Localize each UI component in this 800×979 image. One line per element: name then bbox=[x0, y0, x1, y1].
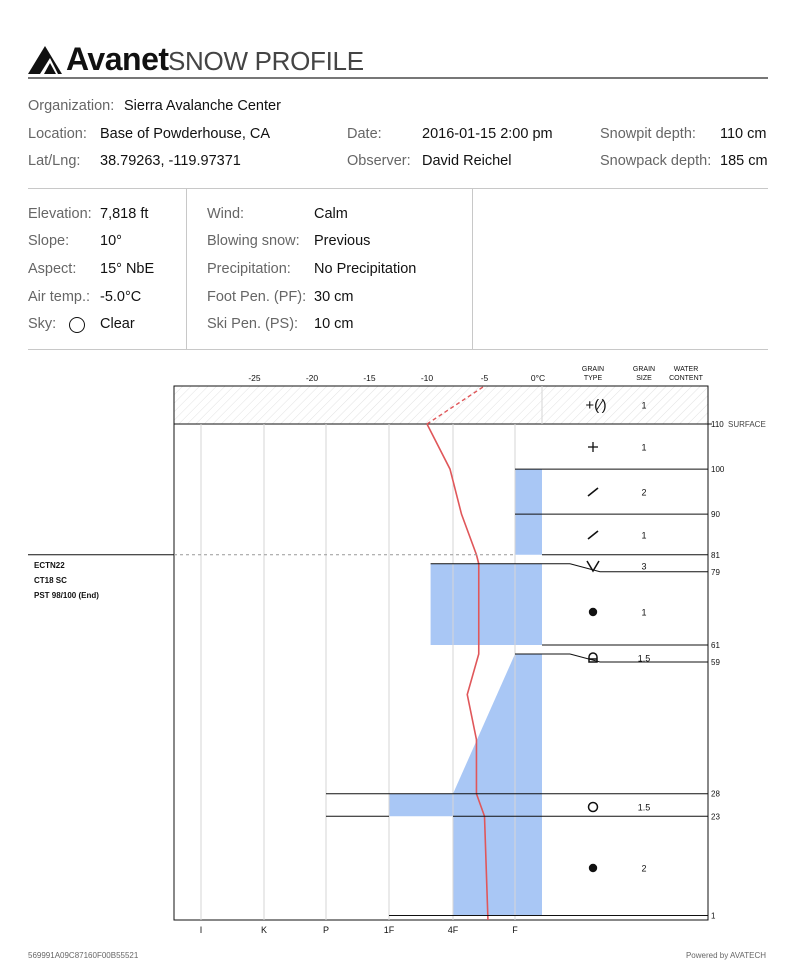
rounded-grain-icon bbox=[589, 864, 597, 872]
blowing-snow-value: Previous bbox=[314, 233, 371, 249]
foot-pen-label: Foot Pen. (PF): bbox=[207, 289, 307, 305]
brand-name: Avanet bbox=[66, 41, 169, 77]
rounded-grain-icon bbox=[589, 608, 597, 616]
air-temp-value: -5.0°C bbox=[100, 289, 142, 305]
organization-value: Sierra Avalanche Center bbox=[124, 98, 281, 114]
snowpit-depth-label: Snowpit depth: bbox=[600, 126, 696, 142]
air-region bbox=[174, 386, 708, 424]
chart-background bbox=[174, 386, 712, 920]
grain-columns bbox=[585, 397, 650, 874]
temperature-tick-label: -10 bbox=[420, 373, 434, 383]
grain-size-value: 1 bbox=[641, 530, 647, 541]
height-label: 81 bbox=[711, 550, 720, 560]
temperature-tick-label: 0°C bbox=[530, 373, 546, 383]
melt-form-icon bbox=[589, 803, 598, 812]
hardness-bar bbox=[515, 514, 542, 555]
date-label: Date: bbox=[347, 126, 382, 142]
ski-pen-label: Ski Pen. (PS): bbox=[207, 316, 299, 332]
air-grain-type: +(⁄) bbox=[585, 397, 607, 414]
grain-type-header: TYPE bbox=[583, 375, 603, 382]
slope-label: Slope: bbox=[28, 233, 70, 249]
temperature-tick-label: -25 bbox=[248, 373, 261, 383]
hardness-bar bbox=[431, 564, 542, 645]
hardness-bar bbox=[389, 794, 542, 817]
latlng-label: Lat/Lng: bbox=[28, 153, 81, 169]
grain-size-value: 1.5 bbox=[637, 802, 651, 813]
temperature-tick-label: -5 bbox=[480, 373, 489, 383]
precipitation-value: No Precipitation bbox=[314, 261, 417, 277]
grain-size-value: 1.5 bbox=[637, 653, 651, 664]
decomposing-particle-icon bbox=[588, 488, 598, 496]
elevation-value: 7,818 ft bbox=[100, 206, 149, 222]
hardness-tick-label: I bbox=[199, 925, 203, 935]
snowpack-depth-value: 185 cm bbox=[720, 153, 768, 169]
precipitation-label: Precipitation: bbox=[207, 261, 291, 277]
surface-label: SURFACE bbox=[728, 420, 766, 429]
grain-size-value: 3 bbox=[641, 561, 647, 572]
height-label: 1 bbox=[711, 911, 716, 921]
location-value: Base of Powderhouse, CA bbox=[100, 126, 271, 142]
observer-label: Observer: bbox=[347, 153, 411, 169]
grain-size-value: 1 bbox=[641, 607, 647, 618]
grain-type-header: GRAIN bbox=[581, 366, 605, 373]
hardness-bar bbox=[453, 654, 542, 794]
sky-label: Sky: bbox=[28, 316, 57, 332]
hardness-layers bbox=[389, 424, 542, 915]
temperature-tick-label: -20 bbox=[305, 373, 319, 383]
wind-value: Calm bbox=[314, 206, 348, 222]
hardness-bar bbox=[515, 469, 542, 514]
hardness-tick-label: 1F bbox=[383, 925, 395, 935]
grain-size-value: 1 bbox=[641, 442, 647, 453]
height-label: 110 bbox=[711, 420, 724, 429]
powered-by: Powered by AVATECH bbox=[685, 951, 766, 960]
hardness-bar bbox=[453, 816, 542, 915]
height-label: 100 bbox=[711, 465, 725, 475]
temperature-tick-label: -15 bbox=[363, 373, 376, 383]
water-content-header: CONTENT bbox=[669, 375, 703, 382]
height-label: 59 bbox=[711, 657, 720, 667]
aspect-label: Aspect: bbox=[28, 261, 77, 277]
hardness-tick-label: F bbox=[512, 925, 518, 935]
hardness-tick-label: K bbox=[260, 925, 268, 935]
wind-label: Wind: bbox=[207, 206, 245, 222]
blowing-snow-label: Blowing snow: bbox=[207, 233, 300, 249]
snowpack-depth-label: Snowpack depth: bbox=[600, 153, 712, 169]
test-result: CT18 SC bbox=[34, 575, 67, 585]
height-label: 61 bbox=[711, 640, 720, 650]
sky-value: Clear bbox=[100, 316, 135, 332]
ski-pen-value: 10 cm bbox=[314, 316, 354, 332]
observer-value: David Reichel bbox=[422, 153, 512, 169]
test-result: ECTN22 bbox=[34, 560, 65, 570]
hardness-tick-label: P bbox=[322, 925, 330, 935]
height-label: 79 bbox=[711, 567, 720, 577]
location-label: Location: bbox=[28, 126, 87, 142]
water-content-header: WATER bbox=[673, 366, 699, 373]
height-label: 23 bbox=[711, 812, 720, 822]
foot-pen-value: 30 cm bbox=[314, 289, 354, 305]
slope-value: 10° bbox=[100, 233, 122, 249]
decomposing-particle-icon bbox=[588, 531, 598, 539]
organization-label: Organization: bbox=[28, 98, 115, 114]
height-label: 28 bbox=[711, 789, 720, 799]
grain-size-header: SIZE bbox=[636, 375, 652, 382]
brand-subtitle: SNOW PROFILE bbox=[168, 46, 364, 76]
latlng-value: 38.79263, -119.97371 bbox=[100, 153, 241, 169]
profile-id: 569991A09C87160F00B55521 bbox=[28, 951, 139, 960]
grain-size-value: 2 bbox=[641, 863, 647, 874]
aspect-value: 15° NbE bbox=[100, 261, 155, 277]
test-result: PST 98/100 (End) bbox=[34, 590, 99, 600]
grain-size-value: 2 bbox=[641, 487, 647, 498]
air-grain-size: 1 bbox=[641, 400, 647, 411]
hardness-tick-label: 4F bbox=[447, 925, 459, 935]
date-value: 2016-01-15 2:00 pm bbox=[422, 126, 553, 142]
elevation-label: Elevation: bbox=[28, 206, 92, 222]
chart-frame bbox=[174, 386, 708, 920]
grain-size-header: GRAIN bbox=[632, 366, 656, 373]
snowpit-depth-value: 110 cm bbox=[720, 126, 767, 142]
air-temp-label: Air temp.: bbox=[28, 289, 91, 305]
height-label: 90 bbox=[711, 510, 720, 520]
